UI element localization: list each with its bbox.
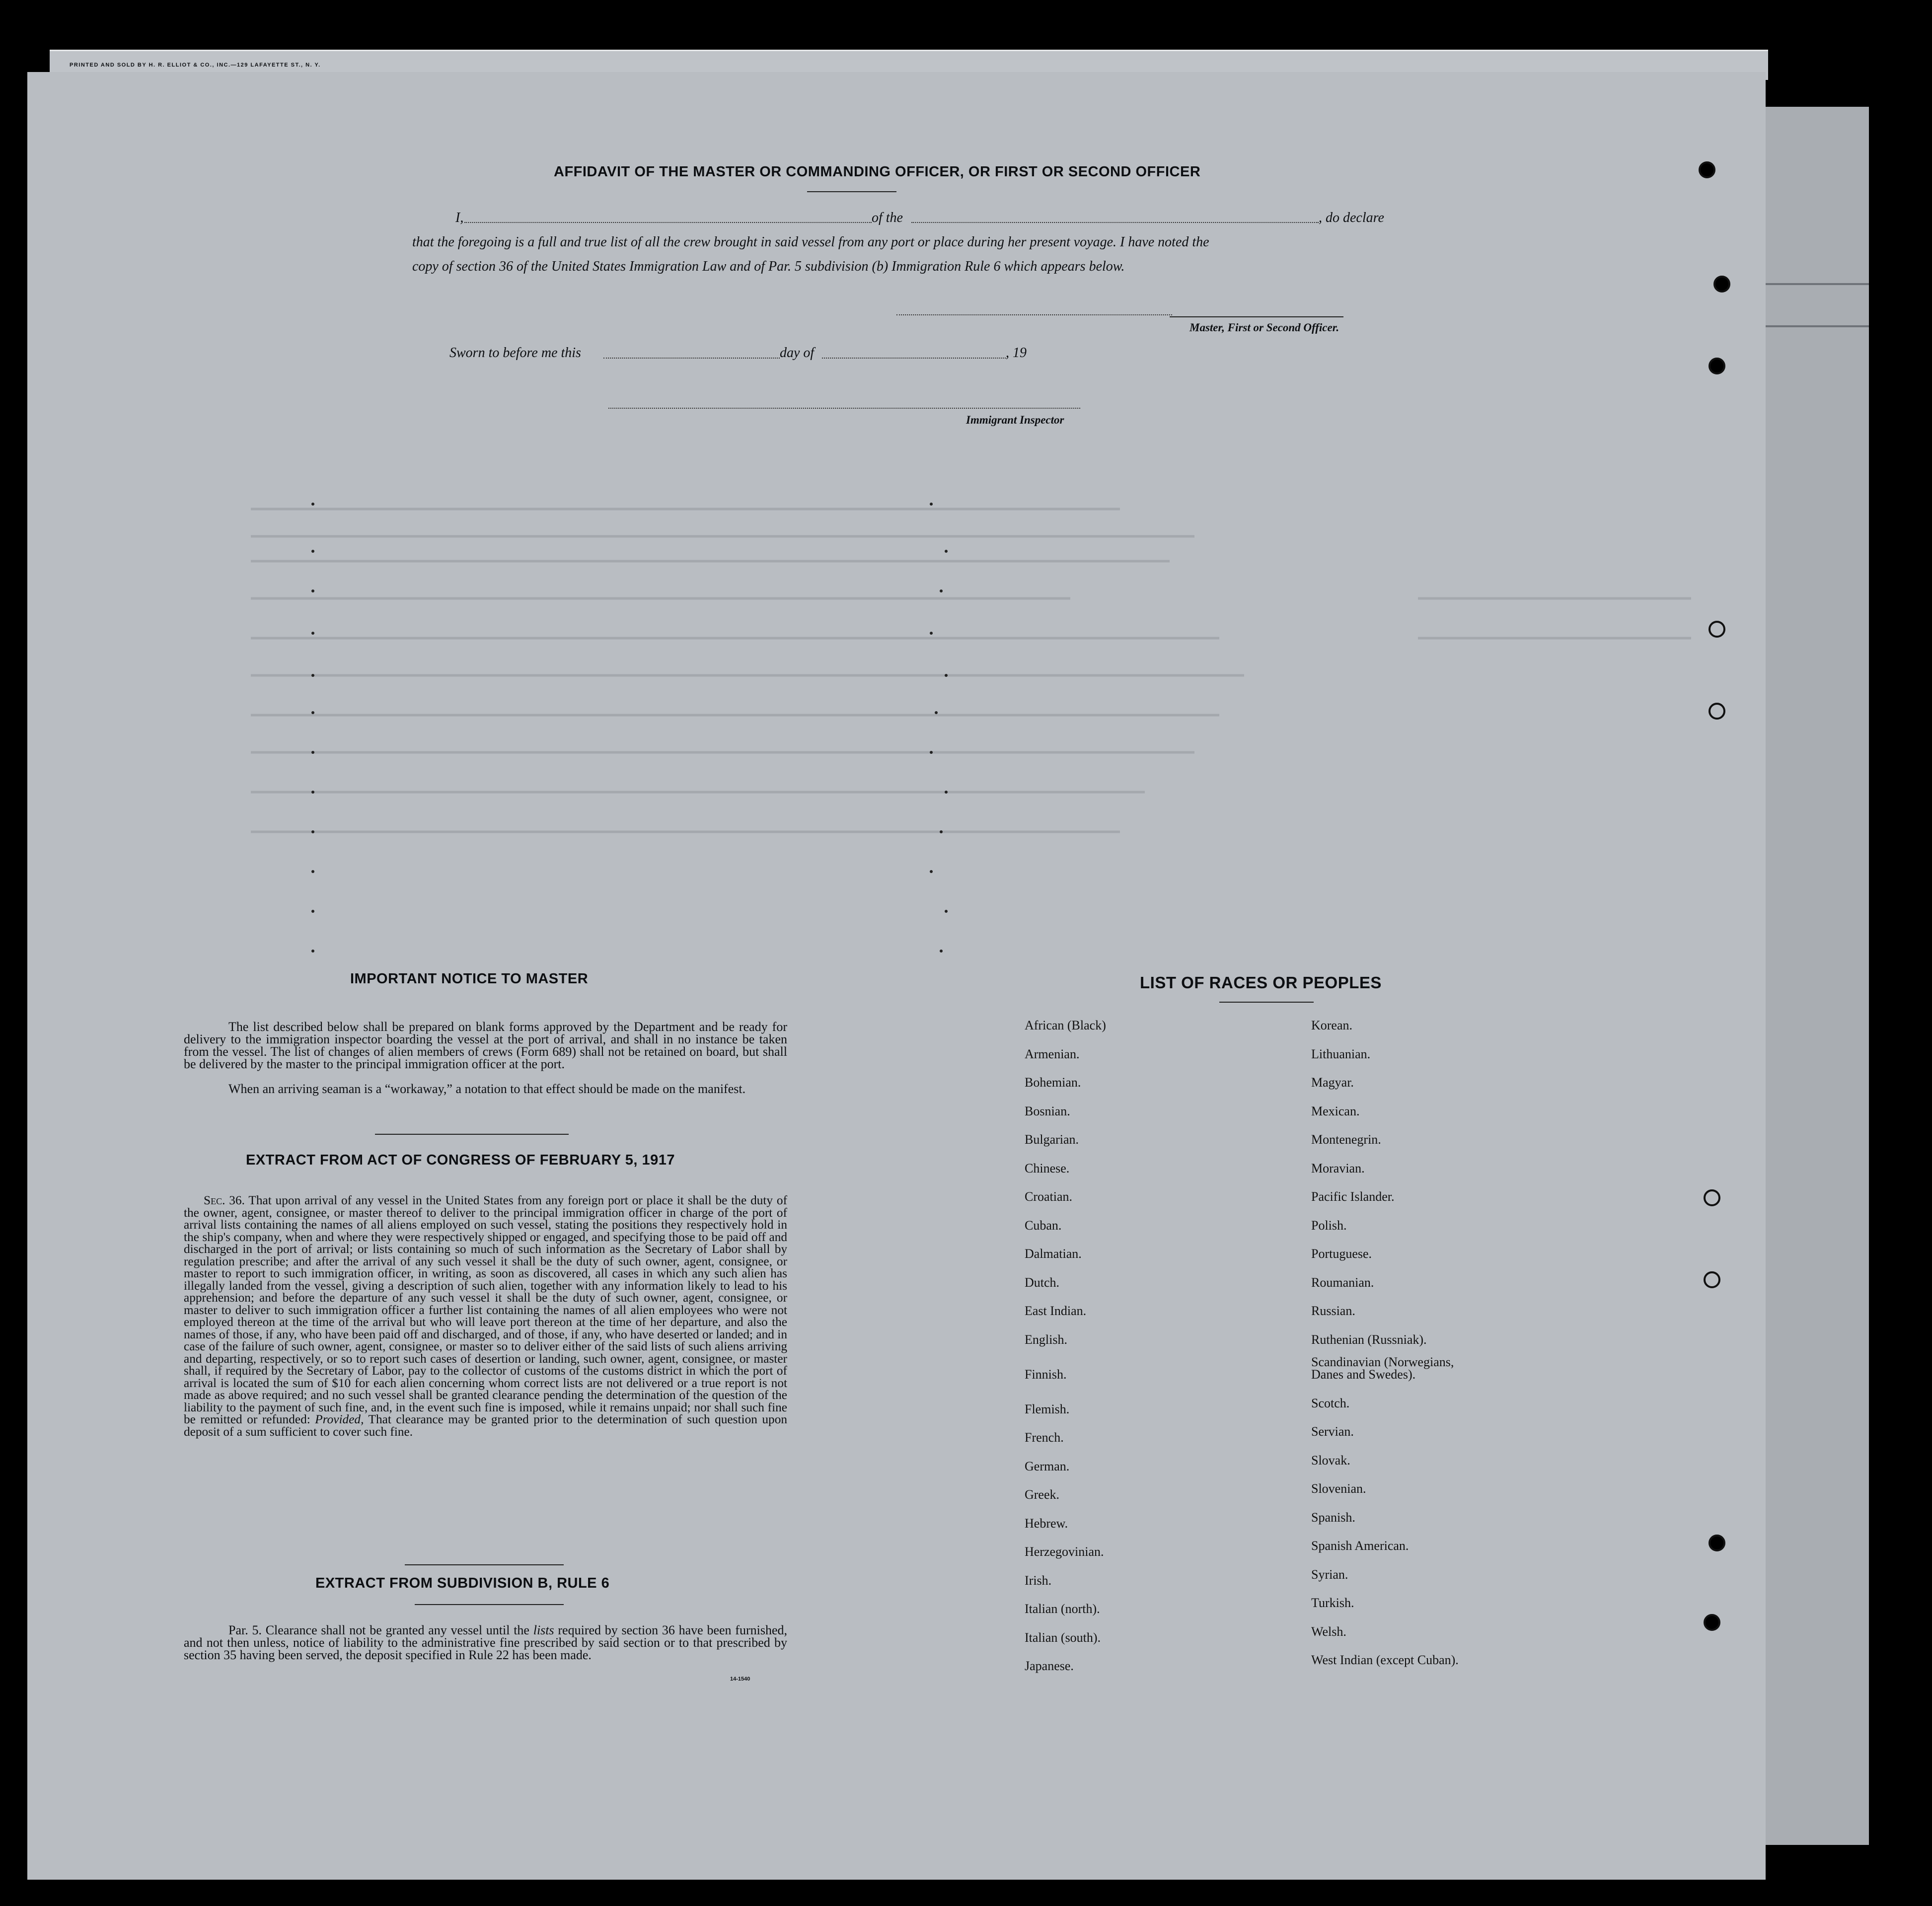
race-item: Bosnian. [1025,1103,1070,1118]
race-item: Italian (south). [1025,1630,1101,1645]
affidavit-line-3: copy of section 36 of the United States Immigration Law and of Par. 5 subdivision (b) Immigration Rule 6 which appears below. [412,259,1125,274]
race-item: English. [1025,1332,1067,1347]
act-extract-heading: EXTRACT FROM ACT OF CONGRESS OF FEBRUARY 5, 1917 [246,1152,675,1168]
races-heading: LIST OF RACES OR PEOPLES [1140,973,1382,992]
race-item: East Indian. [1025,1304,1087,1318]
race-item: Turkish. [1311,1596,1354,1610]
sworn-day-of: day of [780,345,815,361]
race-item: Polish. [1311,1218,1347,1233]
form-number: 14-1540 [730,1676,750,1682]
race-item: Chinese. [1025,1161,1070,1175]
race-item: Mexican. [1311,1103,1360,1118]
binder-hole [1709,703,1725,720]
binder-hole [1704,1271,1720,1288]
affidavit-heading: AFFIDAVIT OF THE MASTER OR COMMANDING OFFICER, OR FIRST OR SECOND OFFICER [554,164,1201,180]
race-item: Scotch. [1311,1395,1350,1410]
affidavit-line-2: that the foregoing is a full and true list of all the crew brought in said vessel from any port or place during her present voyage. I have noted the [412,234,1209,250]
act-extract-body [184,1194,787,1438]
race-item: German. [1025,1459,1070,1473]
notice-paragraph-1: The list described below shall be prepared on blank forms approved by the Department and be ready for delivery to the immigration inspector boarding the vessel at the port of arrival, and shall in no instance be taken from the vessel. The list of changes of alien members of crews (Form 689) shall not be retained on board, but shall be delivered by the master to the principal immigration officer at the port. [184,1020,787,1071]
race-item: Danes and Swedes). [1311,1367,1416,1382]
race-item: Magyar. [1311,1075,1354,1090]
race-item: Lithuanian. [1311,1046,1371,1061]
inspector-caption: Immigrant Inspector [966,414,1064,426]
form-page [27,72,1766,1880]
master-signature-rule [1170,316,1343,317]
race-item: Bulgarian. [1025,1132,1079,1147]
race-item: Pacific Islander. [1311,1189,1395,1204]
binder-hole [1709,621,1725,638]
inspector-signature-field[interactable] [608,408,1080,409]
notice-heading: IMPORTANT NOTICE TO MASTER [350,971,589,987]
race-item: Dalmatian. [1025,1246,1082,1261]
race-item: Welsh. [1311,1624,1346,1639]
race-item: Montenegrin. [1311,1132,1381,1147]
rule-text-lists: lists [533,1623,554,1637]
notice-rule [375,1134,569,1135]
race-item: Spanish. [1311,1510,1355,1525]
rule-extract-heading: EXTRACT FROM SUBDIVISION B, RULE 6 [315,1575,610,1591]
binder-hole [1704,1189,1720,1206]
affidavit-heading-rule [807,191,896,192]
notice-paragraph-2: When an arriving seaman is a “workaway,” a notation to that effect should be made on the manifest. [228,1082,746,1096]
race-item: Korean. [1311,1018,1353,1032]
race-item: Japanese. [1025,1659,1074,1673]
binder-hole [1704,1614,1720,1631]
rule-extract-paragraph [184,1624,787,1661]
race-item: Servian. [1311,1424,1354,1439]
binder-hole [1709,358,1725,374]
race-item: Croatian. [1025,1189,1073,1204]
race-item: Irish. [1025,1573,1052,1588]
binder-hole [1713,276,1730,293]
race-item: Greek. [1025,1487,1060,1502]
sworn-day-field[interactable] [603,358,780,359]
race-item: Roumanian. [1311,1275,1374,1290]
race-item: West Indian (except Cuban). [1311,1653,1459,1667]
rule-extract-rule [415,1604,564,1605]
affidavit-of-the: of the [872,210,903,225]
rule-text-start: Par. 5. Clearance shall not be granted any vessel until the [228,1623,529,1637]
sworn-year: , 19 [1006,345,1027,361]
sworn-prefix: Sworn to before me this [449,345,581,361]
race-item: Slovenian. [1311,1481,1366,1496]
race-item: Italian (north). [1025,1602,1100,1616]
master-signature-caption: Master, First or Second Officer. [1189,321,1339,334]
race-item: African (Black) [1025,1018,1106,1032]
race-item: Portuguese. [1311,1246,1372,1261]
act-proviso-text: That clearance may be granted prior to the determination of such question upon deposit of a sum sufficient to cover such fine. [184,1412,787,1439]
race-item: Cuban. [1025,1218,1062,1233]
master-name-field[interactable] [464,222,872,223]
race-item: Bohemian. [1025,1075,1081,1090]
printer-line: PRINTED AND SOLD BY H. R. ELLIOT & CO., INC.—129 LAFAYETTE ST., N. Y. [70,62,321,68]
race-item: French. [1025,1430,1064,1445]
race-item: Dutch. [1025,1275,1060,1290]
race-item: Flemish. [1025,1401,1070,1416]
race-item: Ruthenian (Russniak). [1311,1332,1427,1347]
race-item: Spanish American. [1311,1539,1409,1553]
race-item: Herzegovinian. [1025,1544,1104,1559]
binder-hole [1709,1535,1725,1551]
race-item: Finnish. [1025,1367,1067,1382]
races-heading-rule [1219,1002,1314,1003]
master-signature-field[interactable] [896,314,1172,315]
act-proviso-label: Provided, [315,1412,364,1426]
race-item: Syrian. [1311,1567,1348,1582]
race-item: Moravian. [1311,1161,1365,1175]
rule-text-rest: required by section 36 have been furnished, and not then unless, notice of liability to the administrative fine prescribed by said section or to that prescribed by section 35 having been served, the deposit specified in Rule 22 has been made. [184,1623,787,1662]
race-item: Armenian. [1025,1046,1080,1061]
vessel-name-field[interactable] [911,222,1319,223]
bleed-through-marks [27,72,1766,1880]
act-extract-rule [405,1564,564,1565]
act-section-text: That upon arrival of any vessel in the United States from any foreign port or place it shall be the duty of the owner, agent, consignee, or master thereof to deliver to the principal immigration officer in charge of the port of arrival lists containing the names of all aliens employed on such vessel, stating the positions they respectively hold in the ship's company, when and where they were respectively shipped or engaged, and specifying those to be paid off and discharged in the port of arrival; or lists containing so much of such information as the Secretary of Labor shall by regulation prescribe; and after the arrival of any such vessel it shall be the duty of such owner, agent, consignee, or master to report to such immigration officer, in writing, as soon as discovered, all cases in which any such alien has illegally landed from the vessel, giving a description of such alien, together with any information likely to lead to his apprehension; and before the departure of any such vessel it shall be the duty of such owner, agent, consignee, or master to deliver to such immigration officer a further list containing the names of all alien employees who were not employed thereon at the time of the arrival but who will leave port thereon at the time of her departure, and also the names of those, if any, who have been paid off and discharged, and of those, if any, who have deserted or landed; and in case of the failure of such owner, agent, consignee, or master so to deliver either of the said lists of such aliens arriving and departing, respectively, or so to report such cases of desertion or landing, such owner, agent, consignee, or master shall, if required by the Secretary of Labor, pay to the collector of customs of the customs district in which the port of arrival is located the sum of $10 for each alien concerning whom correct lists are not delivered or a true report is not made as above required; and no such vessel shall be granted clearance pending the determination of the question of the liability to the payment of such fine, and, in the event such fine is imposed, while it remains unpaid; nor shall such fine be remitted or refunded: [184,1193,788,1426]
race-item: Slovak. [1311,1453,1350,1467]
affidavit-declare: , do declare [1319,210,1384,225]
race-item: Scandinavian (Norwegians, [1311,1354,1454,1369]
act-section-label: Sec. 36. [204,1193,245,1207]
binder-hole [1699,161,1715,178]
affidavit-i: I, [455,210,464,225]
sworn-month-field[interactable] [822,358,1006,359]
race-item: Russian. [1311,1304,1355,1318]
race-item: Hebrew. [1025,1516,1068,1531]
